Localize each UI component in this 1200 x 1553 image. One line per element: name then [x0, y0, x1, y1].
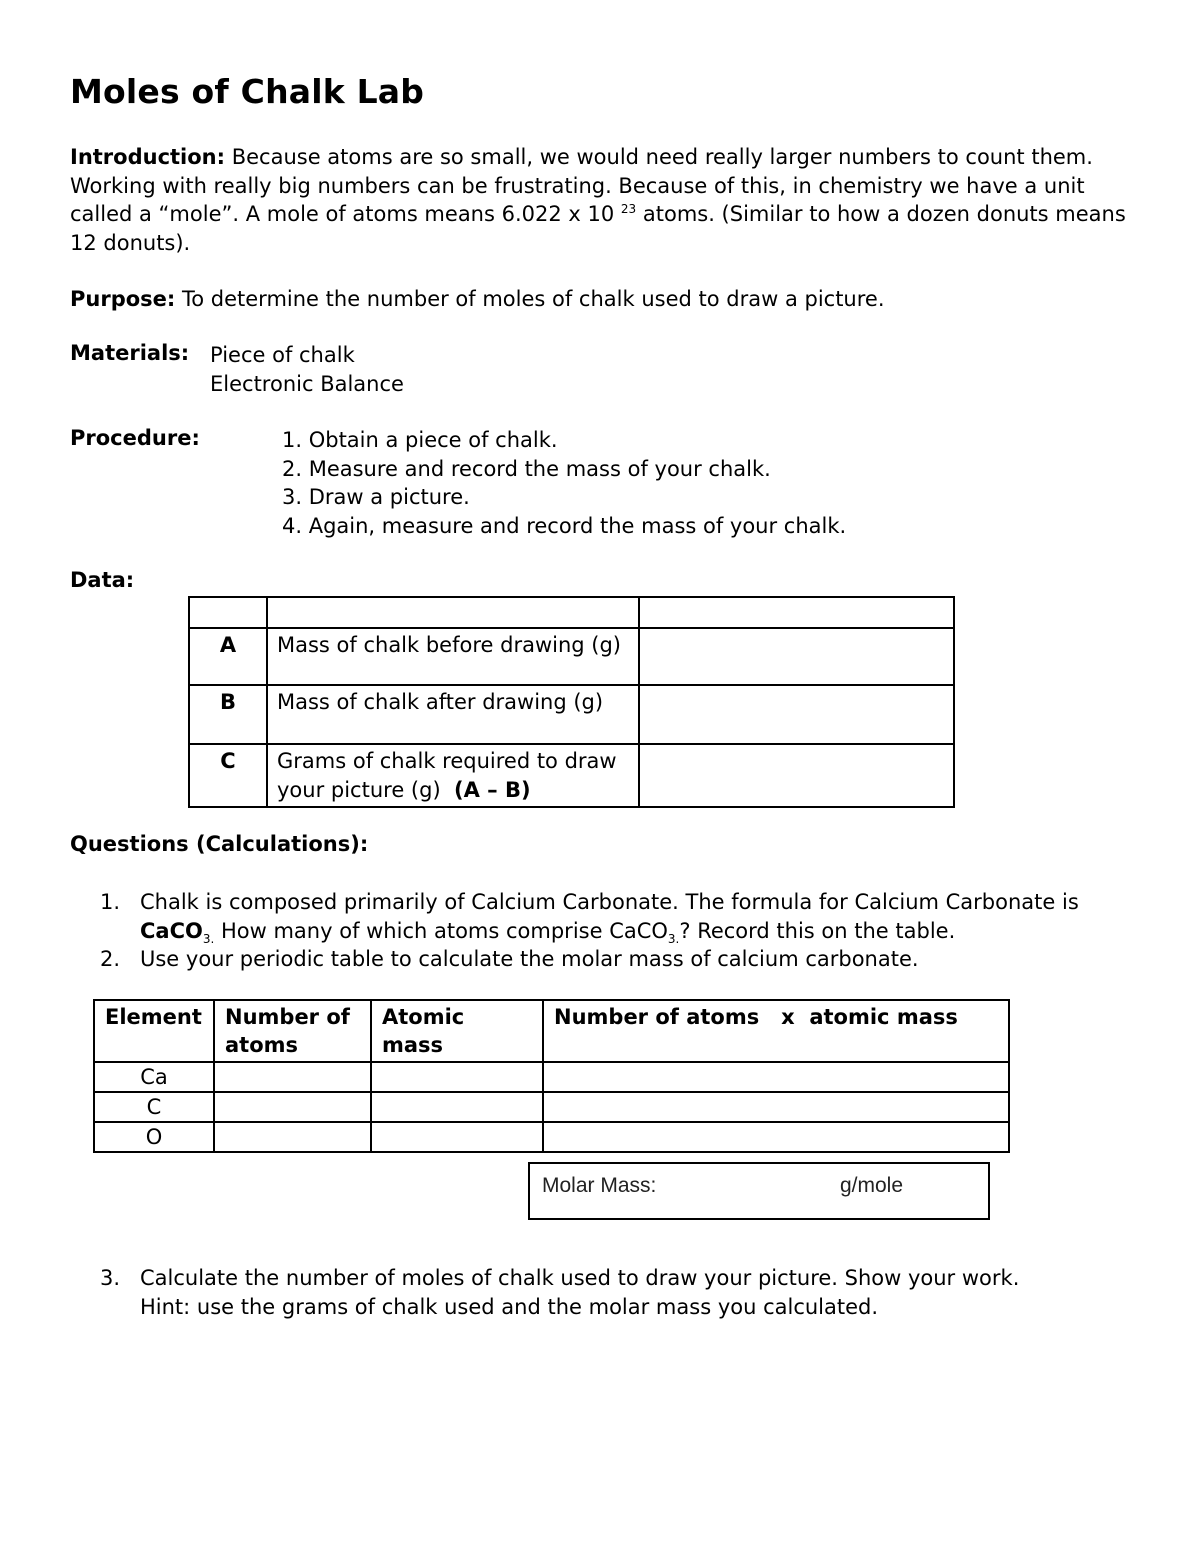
table-cell — [639, 597, 954, 628]
procedure-step: 1. Obtain a piece of chalk. — [282, 428, 558, 452]
column-header: Number of atoms — [214, 1000, 371, 1062]
formula-caco3: CaCO — [140, 918, 203, 943]
table-row — [189, 744, 954, 807]
row-description — [267, 744, 639, 807]
introduction-label: Introduction: — [70, 145, 226, 169]
table-cell — [267, 597, 639, 628]
question-hint: Hint: use the grams of chalk used and the molar mass you calculated. — [140, 1294, 879, 1319]
answer-cell[interactable] — [639, 744, 954, 807]
question-1-text-1: Chalk is composed primarily of Calcium Carbonate. The formula for Calcium Carbonate is — [140, 890, 1079, 914]
answer-cell[interactable] — [214, 1062, 371, 1092]
question-text: Use your periodic table to calculate the molar mass of calcium carbonate. — [140, 947, 919, 971]
answer-cell[interactable] — [371, 1122, 543, 1152]
introduction-exponent: 23 — [620, 202, 637, 216]
row-description-text: Grams of chalk required to draw your picture (g) — [277, 749, 617, 802]
introduction — [70, 143, 1140, 257]
questions-list — [100, 888, 1140, 974]
procedure-step: 4. Again, measure and record the mass of your chalk. — [282, 513, 847, 538]
question-1-text-2: How many of which atoms comprise CaCO — [214, 918, 668, 943]
answer-cell[interactable] — [543, 1122, 1009, 1152]
table-row — [94, 1062, 1009, 1092]
answer-cell[interactable] — [371, 1092, 543, 1122]
purpose — [70, 285, 885, 314]
molar-mass-label: Molar Mass: — [542, 1174, 657, 1197]
answer-cell[interactable] — [543, 1092, 1009, 1122]
answer-cell[interactable] — [214, 1092, 371, 1122]
data-label: Data: — [70, 568, 135, 592]
material-item: Electronic Balance — [210, 371, 404, 396]
procedure-step: 2. Measure and record the mass of your chalk. — [282, 456, 771, 481]
procedure-step: 3. Draw a picture. — [282, 485, 470, 509]
element-table — [93, 999, 1010, 1153]
question-text: Calculate the number of moles of chalk used to draw your picture. Show your work. — [140, 1266, 1020, 1290]
page-title: Moles of Chalk Lab — [70, 72, 425, 111]
answer-cell[interactable] — [639, 685, 954, 744]
question-3-body — [140, 1264, 1019, 1321]
purpose-label: Purpose: — [70, 287, 176, 311]
answer-cell[interactable] — [214, 1122, 371, 1152]
formula-subscript: 3. — [667, 931, 680, 946]
table-row — [189, 628, 954, 685]
molar-mass-unit: g/mole — [840, 1174, 904, 1197]
answer-cell[interactable] — [371, 1062, 543, 1092]
column-header: Number of atoms x atomic mass — [543, 1000, 1009, 1062]
material-item: Piece of chalk — [210, 343, 355, 367]
question-number: 3. — [100, 1266, 121, 1290]
table-row — [94, 1092, 1009, 1122]
table-header-row — [94, 1000, 1009, 1062]
answer-cell[interactable] — [543, 1062, 1009, 1092]
question-number: 2. — [100, 947, 121, 971]
row-description: Mass of chalk before drawing (g) — [267, 628, 639, 685]
row-description: Mass of chalk after drawing (g) — [267, 685, 639, 744]
introduction-text-2: atoms. (Similar to how a dozen donuts means 12 donuts). — [70, 202, 1126, 255]
row-formula: (A – B) — [454, 777, 531, 802]
question-3 — [100, 1264, 1140, 1321]
question-text — [140, 888, 1140, 945]
table-row — [189, 685, 954, 744]
element-symbol: C — [94, 1092, 214, 1122]
element-symbol: O — [94, 1122, 214, 1152]
procedure-list — [282, 426, 846, 540]
table-cell — [189, 597, 267, 628]
purpose-text: To determine the number of moles of chalk used to draw a picture. — [182, 287, 885, 311]
row-letter: B — [189, 685, 267, 744]
formula-subscript: 3. — [202, 931, 215, 946]
column-header: Element — [94, 1000, 214, 1062]
procedure-label: Procedure: — [70, 426, 200, 450]
question-number: 1. — [100, 890, 121, 914]
materials-label: Materials: — [70, 341, 190, 365]
question-3-line — [100, 1264, 1140, 1321]
materials-list — [210, 341, 404, 398]
row-letter: A — [189, 628, 267, 685]
questions-label: Questions (Calculations): — [70, 832, 369, 856]
data-table — [188, 596, 955, 808]
question-1-text-3: ? Record this on the table. — [679, 918, 956, 943]
element-symbol: Ca — [94, 1062, 214, 1092]
column-header: Atomic mass — [371, 1000, 543, 1062]
question-2 — [100, 945, 1140, 974]
molar-mass-box — [528, 1162, 990, 1220]
table-row — [94, 1122, 1009, 1152]
question-1 — [100, 888, 1140, 945]
introduction-text-1: Because atoms are so small, we would need really larger numbers to count them. Working with really big numbers can be frustrating. Because of this, in chemistry we have a unit called a “mole”. A mole of atoms means 6.022 x 10 — [70, 145, 1093, 226]
table-row — [189, 597, 954, 628]
answer-cell[interactable] — [639, 628, 954, 685]
row-letter: C — [189, 744, 267, 807]
